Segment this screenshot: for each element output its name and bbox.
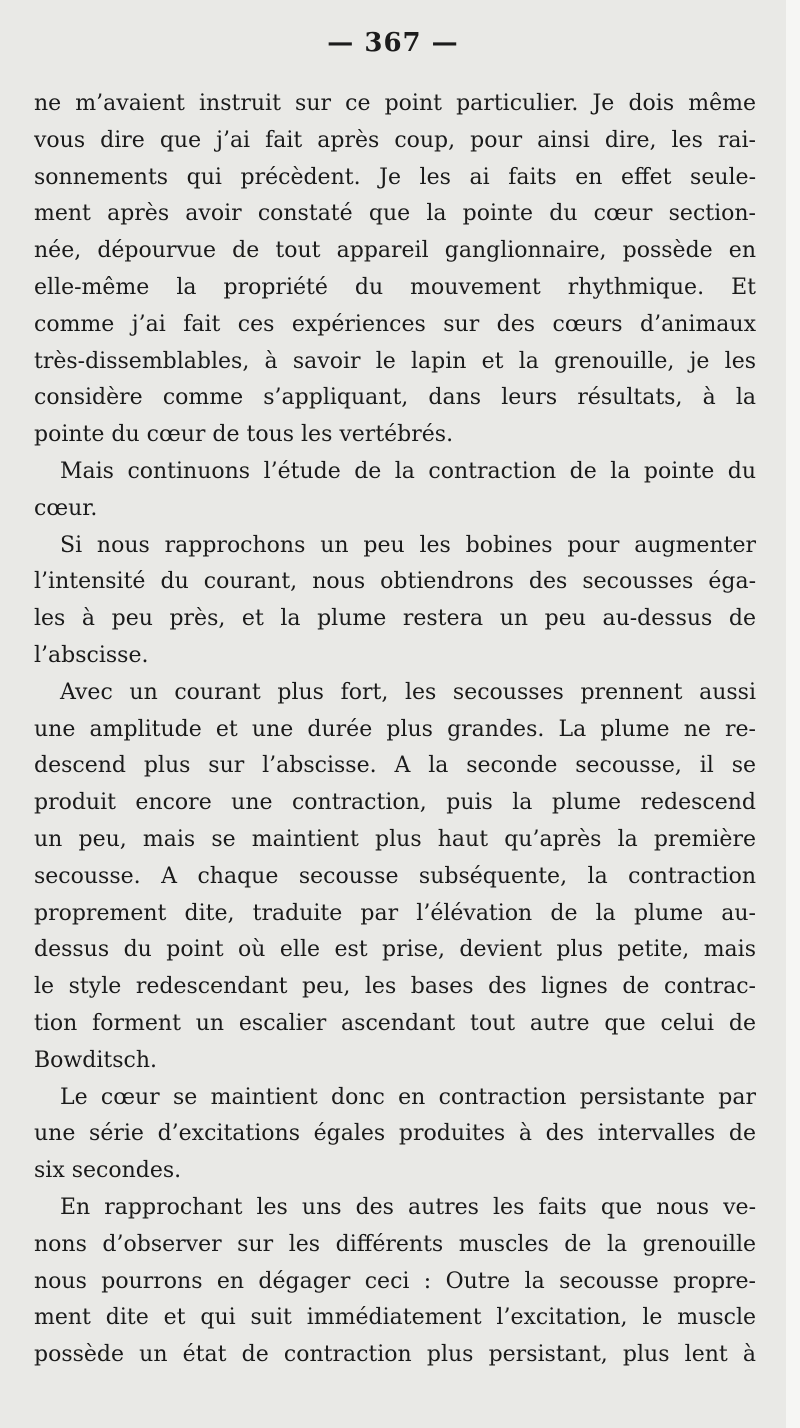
text-line: une amplitude et une durée plus grandes. La plume ne re- xyxy=(34,716,756,742)
text-line: un peu, mais se maintient plus haut qu’après la première xyxy=(34,826,756,852)
text-line: dessus du point où elle est prise, devient plus petite, mais xyxy=(34,937,756,963)
text-line: très-dissemblables, à savoir le lapin et la grenouille, je les xyxy=(34,348,756,374)
text-line: comme j’ai fait ces expériences sur des cœurs d’animaux xyxy=(34,311,756,337)
text-line: cœur. xyxy=(34,495,98,521)
text-line: ment dite et qui suit immédiatement l’excitation, le muscle xyxy=(34,1305,756,1331)
page-number: — 367 — xyxy=(327,28,459,58)
text-line: ment après avoir constaté que la pointe du cœur section- xyxy=(34,201,756,227)
text-line: elle-même la propriété du mouvement rhythmique. Et xyxy=(34,274,756,300)
paragraph-first-line: En rapprochant les uns des autres les faits que nous ve- xyxy=(60,1194,756,1220)
text-line: ne m’avaient instruit sur ce point particulier. Je dois même xyxy=(34,91,756,116)
text-line: pointe du cœur de tous les vertébrés. xyxy=(34,422,454,448)
text-line: considère comme s’appliquant, dans leurs résultats, à la xyxy=(34,385,756,411)
text-line: nous pourrons en dégager ceci : Outre la secousse propre- xyxy=(34,1268,756,1294)
text-line: l’abscisse. xyxy=(34,642,149,668)
text-line: les à peu près, et la plume restera un peu au-dessus de xyxy=(34,606,756,632)
text-line: proprement dite, traduite par l’élévation de la plume au- xyxy=(34,900,756,926)
text-line: sonnements qui précèdent. Je les ai faits en effet seule- xyxy=(34,164,756,190)
text-line: secousse. A chaque secousse subséquente, la contraction xyxy=(34,863,756,889)
paragraph-first-line: Si nous rapprochons un peu les bobines pour augmenter xyxy=(60,532,756,558)
text-line: nons d’observer sur les différents muscles de la grenouille xyxy=(34,1231,756,1257)
paragraph-first-line: Avec un courant plus fort, les secousses prennent aussi xyxy=(60,679,756,705)
body-text xyxy=(34,86,756,1374)
text-line: le style redescendant peu, les bases des lignes de contrac- xyxy=(34,974,756,1000)
text-line: Bowditsch. xyxy=(34,1047,157,1073)
text-line: l’intensité du courant, nous obtiendrons des secousses éga- xyxy=(34,569,756,595)
paragraph-first-line: Le cœur se maintient donc en contraction persistante par xyxy=(60,1084,756,1110)
text-line: possède un état de contraction plus persistant, plus lent à xyxy=(34,1342,756,1368)
text-line: née, dépourvue de tout appareil ganglionnaire, possède en xyxy=(34,238,756,264)
text-line: vous dire que j’ai fait après coup, pour ainsi dire, les rai- xyxy=(34,127,756,153)
text-line: descend plus sur l’abscisse. A la seconde secousse, il se xyxy=(34,753,756,779)
text-line: tion forment un escalier ascendant tout autre que celui de xyxy=(34,1010,756,1036)
text-line: une série d’excitations égales produites à des intervalles de xyxy=(34,1121,756,1147)
paragraph-first-line: Mais continuons l’étude de la contraction de la pointe du xyxy=(60,458,756,484)
text-line: produit encore une contraction, puis la plume redescend xyxy=(34,790,756,816)
text-line: six secondes. xyxy=(34,1158,182,1184)
